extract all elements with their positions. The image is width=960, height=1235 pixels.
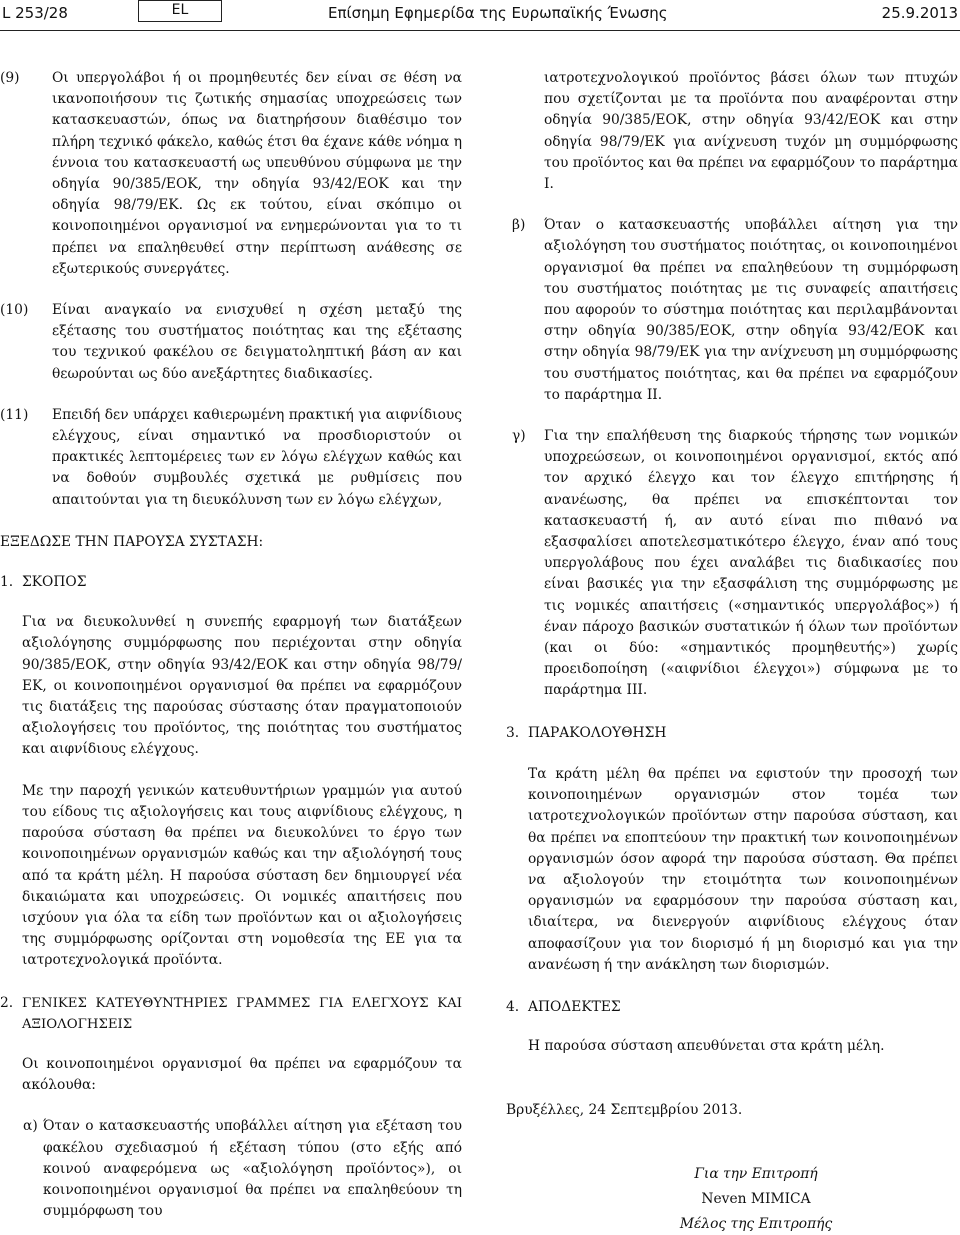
section-title: ΑΠΟΔΕΚΤΕΣ	[528, 998, 621, 1015]
section-1-paragraph-1: Για να διευκολυνθεί η συνεπής εφαρμογή των διατάξεων αξιολόγησης συμμόρφωσης που περιέχονται στην οδηγία 90/385/ΕΟΚ, στην οδηγία 93/42/ΕΟΚ και στην οδηγία 98/79/ΕΚ, οι κοινοποιημένοι οργανισμοί θα πρέπει να εφαρμόζουν τις διατάξεις της παρούσας σύστασης όταν πραγματοποιούν αξιολογήσεις του προϊόντος, της ποιότητας του συστήματος και αιφνίδιους ελέγχους.	[22, 614, 462, 758]
section-1-heading	[0, 572, 462, 593]
list-item-a	[0, 1116, 462, 1222]
signatory-role: Μέλος της Επιτροπής	[679, 1215, 833, 1232]
signature-for-label: Για την Επιτροπή	[694, 1165, 818, 1182]
left-column	[0, 68, 462, 1222]
recital-10	[0, 300, 462, 385]
recital-text: Επειδή δεν υπάρχει καθιερωμένη πρακτική για αιφνίδιους ελέγχους, είναι σημαντικό να προσδιοριστούν οι πρακτικές λεπτομέρειες των εν λόγω ελέγχων καθώς και να δοθούν συμβουλές σχετικά με ρυθμίσεις που απαιτούνται για τη διευκόλυνση των εν λόγω ελέγχων,	[52, 406, 462, 508]
section-title: ΠΑΡΑΚΟΛΟΥΘΗΣΗ	[528, 724, 667, 741]
list-marker: β)	[512, 217, 526, 234]
journal-title: Επίσημη Εφημερίδα της Ευρωπαϊκής Ένωσης	[328, 4, 668, 22]
section-1-paragraph-2: Με την παροχή γενικών κατευθυντήριων γραμμών για αυτού του είδους τις αξιολογήσεις και τους αιφνίδιους ελέγχους, η παρούσα σύσταση θα πρέπει να διευκολύνει το έργο των κοινοποιημένων οργανισμών καθώς και την αξιολόγησή τους από τα κράτη μέλη. Η παρούσα σύσταση δεν δημιουργεί νέα δικαιώματα και υποχρεώσεις. Οι νομικές απαιτήσεις που ισχύουν για όλα τα είδη των προϊόντων και οι αξιολογήσεις της συμμόρφωσης ορίζονται στη νομοθεσία της ΕΕ για τα ιατροτεχνολογικά προϊόντα.	[22, 782, 462, 969]
page-reference: L 253/28	[2, 4, 68, 22]
signature-block	[656, 1164, 856, 1235]
right-column	[506, 68, 958, 1235]
section-2-intro: Οι κοινοποιημένοι οργανισμοί θα πρέπει να εφαρμόζουν τα ακόλουθα:	[22, 1055, 462, 1094]
list-item-text: Για την επαλήθευση της διαρκούς τήρησης των νομικών υποχρεώσεων, οι κοινοποιημένοι οργανισμοί, εκτός από τον αρχικό έλεγχο και τον έλεγχο επιτήρησης ή ανανέωσης, θα πρέπει να επισκέπτονται τον κατασκευαστή ή, αν αυτό είναι πιο πιθανό να εξασφαλίσει αποτελεσματικότερο έλεγχο, έναν από τους υπεργολάβους που έχει αναλάβει τις διαδικασίες που είναι βασικές για την εξασφάλιση της συμμόρφωσης με τις νομικές απαιτήσεις («σημαντικός υπεργολάβος») ή έναν πάροχο βασικών συστατικών ή όλων των προϊόντων (και οι δύο: «σημαντικός προμηθευτής») χωρίς προειδοποίηση («αιφνίδιοι έλεγχοι») σύμφωνα με το παράρτημα III.	[544, 428, 958, 699]
recital-text: Είναι αναγκαίο να ενισχυθεί η σχέση μεταξύ της εξέτασης του συστήματος ποιότητας και της εξέτασης του τεχνικού φακέλου σε δειγματοληπτική βάση αν και θεωρούνται ως δύο ανεξάρτητες διαδικασίες.	[52, 302, 462, 382]
recital-11	[0, 405, 462, 511]
section-number: 2.	[0, 994, 14, 1011]
list-item-a-continued	[506, 68, 958, 195]
list-item-text: ιατροτεχνολογικού προϊόντος βάσει όλων των πτυχών που σχετίζονται με τα προϊόντα που αναφέρονται στην οδηγία 90/385/ΕΟΚ, στην οδηγία 93/42/ΕΟΚ και στην οδηγία 98/79/ΕΚ για ανίχνευση τυχόν μη συμμόρφωσης του προϊόντος και θα πρέπει να εφαρμόζουν το παράρτημα I.	[544, 70, 958, 193]
recital-number: (11)	[0, 406, 29, 423]
adoption-line: ΕΞΕΔΩΣΕ ΤΗΝ ΠΑΡΟΥΣΑ ΣΥΣΤΑΣΗ:	[0, 533, 264, 550]
list-item-text: Όταν ο κατασκευαστής υποβάλλει αίτηση για εξέταση του φακέλου σχεδιασμού ή εξέταση τύπου (στο εξής από κοινού αναφερόμενα ως «αξιολόγηση προϊόντος»), οι κοινοποιημένοι οργανισμοί θα πρέπει να επαληθεύουν τη συμμόρφωση του	[43, 1118, 462, 1220]
language-badge: EL	[138, 0, 222, 22]
list-item-b	[506, 215, 958, 406]
section-2-heading	[0, 993, 462, 1035]
list-item-c	[506, 426, 958, 702]
section-number: 1.	[0, 574, 14, 591]
list-marker: γ)	[512, 428, 526, 445]
recital-text: Οι υπεργολάβοι ή οι προμηθευτές δεν είναι σε θέση να ικανοποιήσουν τις ζωτικής σημασίας υποχρεώσεις των κατασκευαστών, όπως να διατηρήσουν διαθέσιμο τον πλήρη τεχνικό φάκελο, καθώς έτσι θα έχανε κάθε νόημα η έννοια του κατασκευαστή ως υπευθύνου σύμφωνα με την οδηγία 90/385/ΕΟΚ, την οδηγία 93/42/ΕΟΚ και την οδηγία 98/79/ΕΚ. Ως εκ τούτου, είναι σκόπιμο οι κοινοποιημένοι οργανισμοί να ενημερώνονται για το τι πρέπει να επαληθευθεί στην περίπτωση ανάθεσης σε εξωτερικούς συνεργάτες.	[52, 70, 462, 277]
list-marker: α)	[23, 1118, 38, 1135]
recital-9	[0, 68, 462, 280]
list-item-text: Όταν ο κατασκευαστής υποβάλλει αίτηση για την αξιολόγηση του συστήματος ποιότητας, οι κοινοποιημένοι οργανισμοί θα πρέπει να επαληθεύουν τη συμμόρφωση του συστήματος ποιότητας με τις συναφείς απαιτήσεις που αφορούν το σύστημα ποιότητας και περιλαμβάνονται στην οδηγία 90/385/ΕΟΚ, στην οδηγία 93/42/ΕΟΚ και στην οδηγία 98/79/ΕΚ για την ανίχνευση μη συμμόρφωσης του συστήματος ποιότητας, και θα πρέπει να εφαρμόζουν το παράρτημα II.	[544, 217, 958, 403]
section-number: 3.	[506, 724, 520, 741]
section-title: ΓΕΝΙΚΕΣ ΚΑΤΕΥΘΥΝΤΗΡΙΕΣ ΓΡΑΜΜΕΣ ΓΙΑ ΕΛΕΓΧΟΥΣ ΚΑΙ ΑΞΙΟΛΟΓΗΣΕΙΣ	[22, 995, 462, 1032]
publication-date: 25.9.2013	[881, 4, 958, 22]
section-3-heading	[506, 723, 958, 744]
signatory-name: Neven MIMICA	[701, 1190, 811, 1207]
section-number: 4.	[506, 998, 520, 1015]
section-4-paragraph: Η παρούσα σύσταση απευθύνεται στα κράτη μέλη.	[528, 1038, 885, 1055]
section-title: ΣΚΟΠΟΣ	[22, 574, 87, 591]
place-and-date: Βρυξέλλες, 24 Σεπτεμβρίου 2013.	[506, 1102, 743, 1119]
recital-number: (10)	[0, 302, 29, 319]
page-header	[0, 0, 960, 31]
section-3-paragraph: Τα κράτη μέλη θα πρέπει να εφιστούν την προσοχή των κοινοποιημένων οργανισμών στον τομέα των ιατροτεχνολογικών προϊόντων στην παρούσα σύσταση, και θα πρέπει να εποπτεύουν την πρακτική των κοινοποιημένων οργανισμών όσον αφορά την παρούσα σύσταση. Θα πρέπει να αξιολογούν την ετοιμότητα των κοινοποιημένων οργανισμών να εφαρμόσουν την παρούσα σύσταση και, ιδιαίτερα, να διενεργούν αιφνίδιους ελέγχους όταν αποφασίζουν για τον διορισμό ή μη διορισμό και για την ανανέωση ή την ανάκληση των διορισμών.	[528, 765, 958, 973]
section-4-heading	[506, 997, 958, 1018]
recital-number: (9)	[0, 70, 20, 86]
